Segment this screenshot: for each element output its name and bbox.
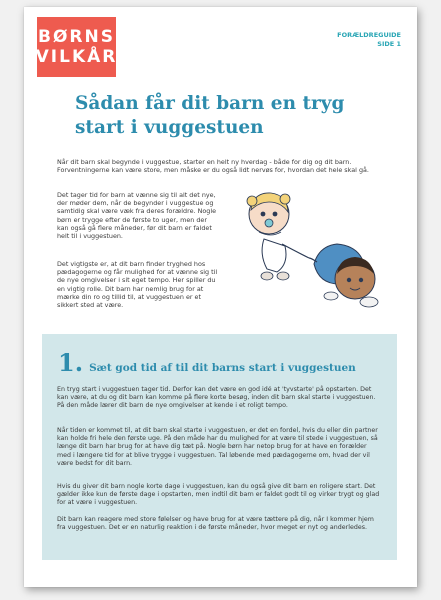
boy-figure: [309, 244, 378, 307]
section-title: Sæt god tid af til dit barns start i vuggestuen: [89, 362, 356, 374]
intro-paragraph-2: Det tager tid for barn at vænne sig til alt det nye, der møder dem, når de begynder i vuggestue og samtidig skal være væk fra deres forældre. Nogle børn er trygge efter de første to uger, men der kan også gå flere måneder, før dit barn er faldet helt til i vuggestuen.: [57, 191, 217, 241]
guide-label: FORÆLDREGUIDE: [337, 31, 401, 39]
toddlers-illustration: [219, 184, 389, 314]
intro-paragraph-3: Det vigtigste er, at dit barn finder tryghed hos pædagogerne og får mulighed for at vænne sig til de nye omgivelser i sit eget tempo. Her spiller du en vigtig rolle. Dit barn har nemlig brug for at mærke din ro og tillid til, at vuggestuen er et sikkert sted at være.: [57, 260, 218, 310]
page-label: SIDE 1: [377, 40, 401, 48]
section-1: [42, 334, 397, 560]
intro-paragraph-1: Når dit barn skal begynde i vuggestue, starter en helt ny hverdag - både for dig og dit barn. Forventningerne kan være store, men måske er du også lidt nervøs for, hvordan det hele skal gå.: [57, 158, 369, 175]
section-number: 1.: [58, 348, 84, 377]
logo-line-2: VILKÅR: [35, 47, 118, 67]
section-paragraph-4: Dit barn kan reagere med store følelser og have brug for at være tættere på dig, når I kommer hjem fra vuggestuen. Det er en naturlig reaktion i de første måneder, hvor meget er nyt og anderledes.: [57, 516, 374, 532]
guide-page: [24, 7, 417, 587]
section-paragraph-3: Hvis du giver dit barn nogle korte dage i vuggestuen, kan du også give dit barn en roligere start. Det gælder ikke kun de første dage i opstarten, men indtil dit barn er faldet godt til og virker trygt og glad for at være i vuggestuen.: [57, 483, 380, 507]
girl-figure: [247, 193, 309, 280]
section-paragraph-2: Når tiden er kommet til, at dit barn skal starte i vuggestuen, er det en fordel, hvis du eller din partner kan holde fri hele den første uge. På den måde har du mulighed for at være til stede i vuggestuen, så længe dit barn har brug for at have dig tæt på. Nogle børn har netop brug for at have en forælder med i længere tid for at blive trygge i vuggestuen. Tal løbende med pædagogerne om, hvad der vil være bedst for dit barn.: [57, 427, 378, 467]
guide-header: [337, 31, 401, 49]
brand-logo: [37, 17, 116, 77]
page-title: Sådan får dit barn en tryg start i vuggestuen: [75, 93, 345, 138]
section-paragraph-1: En tryg start i vuggestuen tager tid. Derfor kan det være en god idé at 'tyvstarte' på opstarten. Det kan være, at du og dit barn kan komme på flere korte besøg, inden dit barn skal starte i vuggestuen. På den måde lærer dit barn de nye omgivelser at kende i et roligt tempo.: [57, 386, 376, 410]
section-heading: [58, 348, 356, 377]
logo-line-1: BØRNS: [38, 27, 115, 47]
